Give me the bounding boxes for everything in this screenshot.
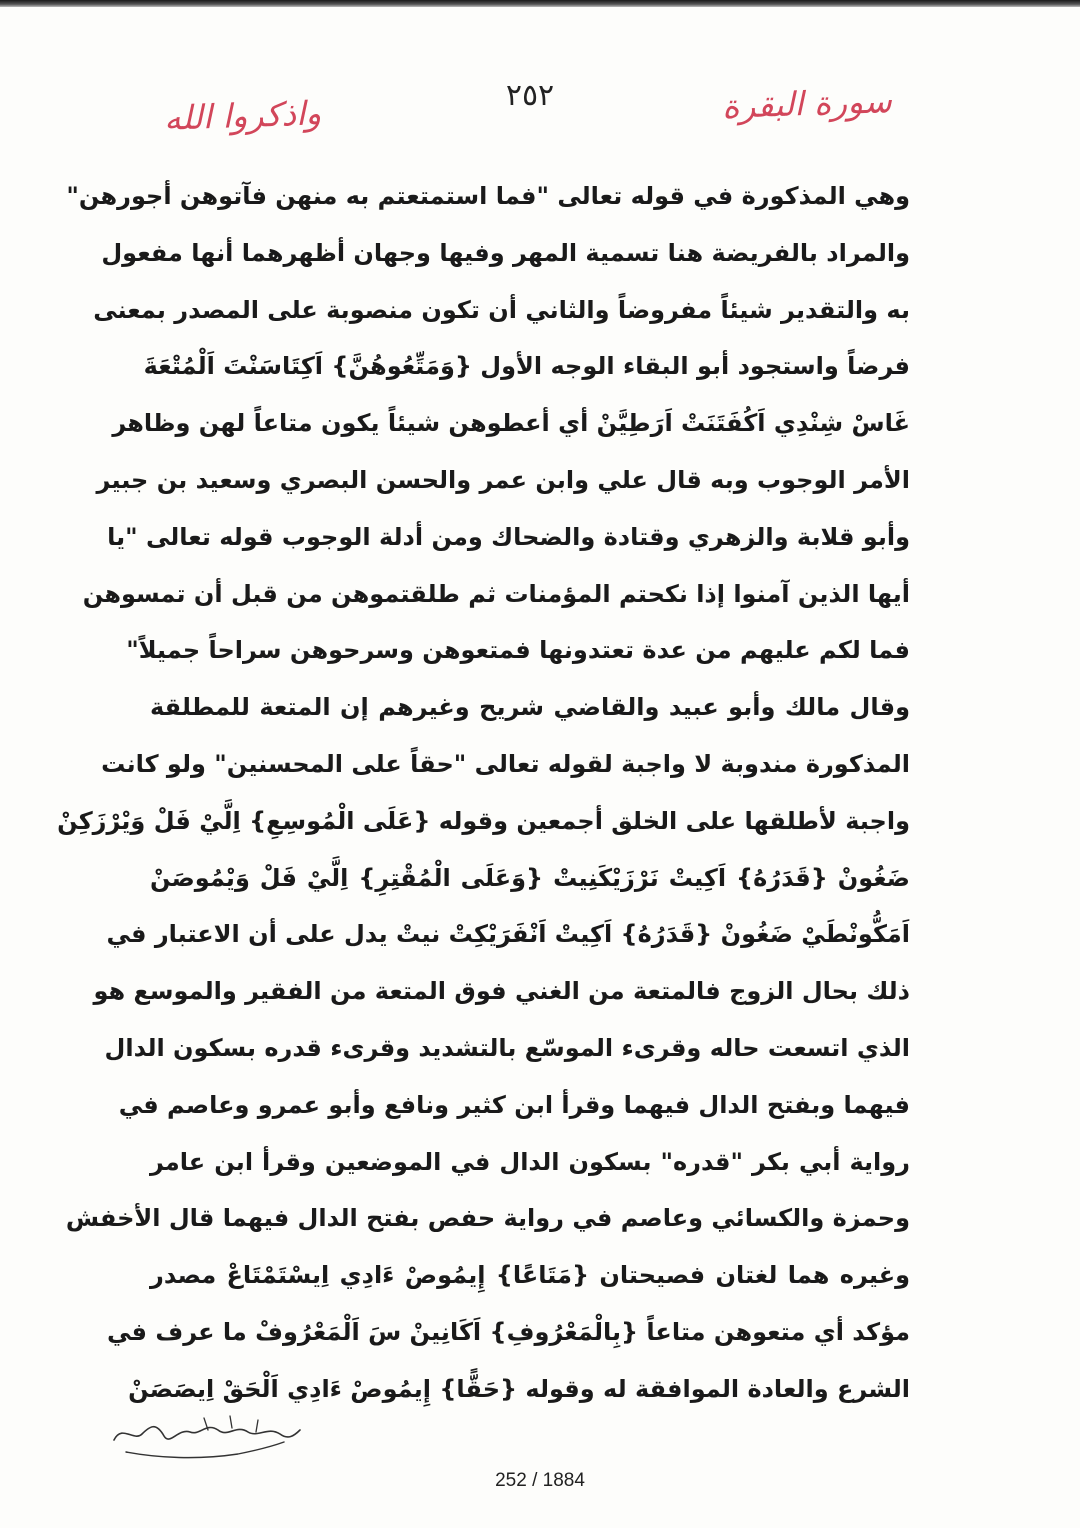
text-line: الذي اتسعت حاله وقرىء الموسّع بالتشديد وقرىء قدره بسكون الدال — [104, 1033, 910, 1062]
text-line: المذكورة مندوبة لا واجبة لقوله تعالى "حقاً على المحسنين" ولو كانت — [101, 749, 910, 778]
text-line: رواية أبي بكر "قدره" بسكون الدال في الموضعين وقرأ ابن عامر — [150, 1147, 910, 1176]
text-line: الشرع والعادة الموافقة له وقوله {حَقًّا} إِيمُوصْ ءَادِي اَلْحَقْ اِيصَصَنْ — [128, 1374, 910, 1403]
page-number-heading: ٢٥٢ — [505, 78, 555, 113]
text-line: فيهما وبفتح الدال فيهما وقرأ ابن كثير ونافع وأبو عمرو وعاصم في — [118, 1090, 910, 1119]
text-line: وأبو قلابة والزهري وقتادة والضحاك ومن أدلة الوجوب قوله تعالى "يا — [107, 522, 910, 551]
text-line: به والتقدير شيئاً مفروضاً والثاني أن تكون منصوبة على المصدر بمعنى — [93, 295, 910, 324]
text-line: فرضاً واستجود أبو البقاء الوجه الأول {وَمَتِّعُوهُنَّ} اَكِتَاسَنْتَ اَلْمُتْعَةَ — [143, 352, 910, 381]
text-line: ضَغُونْ {قَدَرُهُ} اَكِيتْ نَرْزَيْكَنِيتْ {وَعَلَى الْمُقْتِرِ} اِلَّيْ فَلْ وَيْمُوصَنْ — [150, 863, 910, 892]
pdf-page-counter: 252 / 1884 — [495, 1470, 585, 1491]
text-line: وقال مالك وأبو عبيد والقاضي شريح وغيرهم إن المتعة للمطلقة — [150, 693, 910, 722]
text-line: ذلك بحال الزوج فالمتعة من الغني فوق المتعة من الفقير والموسع هو — [93, 977, 910, 1006]
page-top-edge — [0, 0, 1080, 7]
text-line: والمراد بالفريضة هنا تسمية المهر وفيها وجهان أظهرهما أنها مفعول — [101, 238, 910, 267]
text-line: واجبة لأطلقها على الخلق أجمعين وقوله {عَلَى الْمُوسِعِ} اِلَّيْ فَلْ وَيْرْزَكِنْ — [57, 806, 910, 835]
handwritten-surah-note: سورة البقرة — [721, 81, 893, 126]
text-line: غَاسْ شِنْدِي اَكُفَتَنَتْ اَرَطِيَّنْ أي أعطوهن شيئاً يكون متاعاً لهن وظاهر — [112, 409, 910, 438]
handwritten-marginal-note: واذكروا الله — [163, 93, 322, 138]
text-line: وهي المذكورة في قوله تعالى "فما استمتعتم به منهن فآتوهن أجورهن" — [66, 182, 910, 210]
text-line: وغيره هما لغتان فصيحتان {مَتَاعًا} إِيمُوصْ ءَادِي اِيسْتَمْتَاعْ مصدر — [150, 1261, 910, 1290]
text-line: الأمر الوجوب وبه قال علي وابن عمر والحسن البصري وسعيد بن جبير — [96, 465, 910, 494]
text-line: أيها الذين آمنوا إذا نكحتم المؤمنات ثم طلقتموهن من قبل أن تمسوهن — [82, 579, 910, 608]
text-line: مؤكد أي متعوهن متاعاً {بِالْمَعْرُوفِ} اَكَانِينْ سَ اَلْمَعْرُوفْ ما عرف في — [106, 1317, 910, 1346]
text-line: وحمزة والكسائي وعاصم في رواية حفص بفتح الدال فيهما قال الأخفش — [65, 1204, 910, 1233]
body-text — [57, 168, 910, 1418]
handwritten-signature — [108, 1412, 308, 1464]
text-line: اَمَكُّونْطَيْ ضَغُونْ {قَدَرُهُ} اَكِيتْ اَنْفَرَيْكِتْ نيتْ يدل على أن الاعتبار في — [106, 920, 910, 949]
text-line: فما لكم عليهم من عدة تعتدونها فمتعوهن وسرحوهن سراحاً جميلاً" — [126, 636, 910, 665]
